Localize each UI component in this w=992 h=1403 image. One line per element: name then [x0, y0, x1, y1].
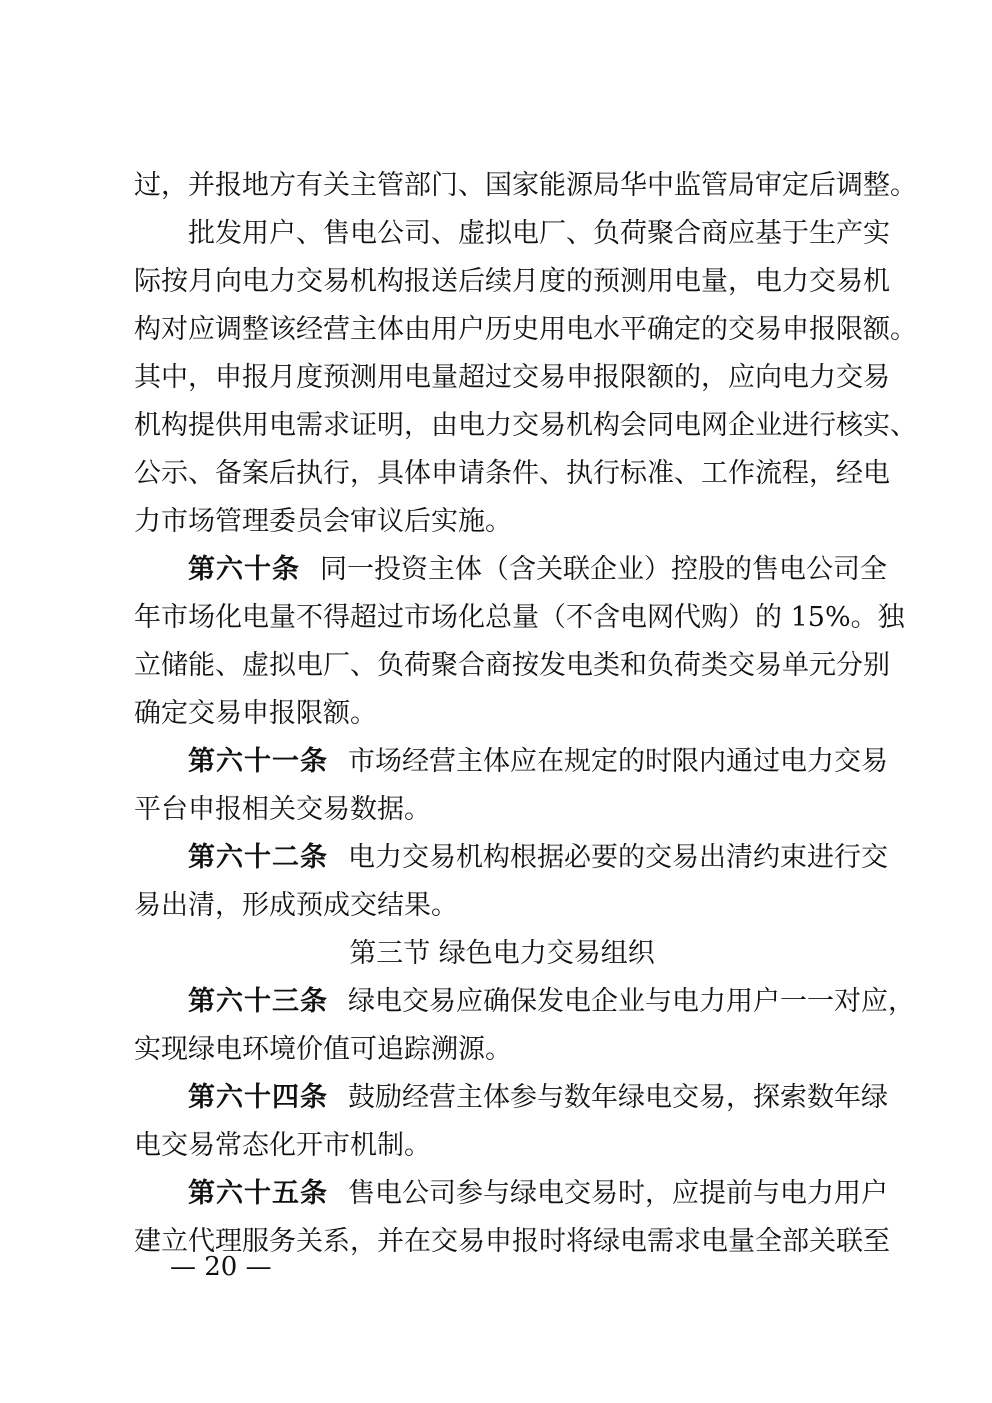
body-text-line: 建立代理服务关系，并在交易申报时将绿电需求电量全部关联至	[134, 1226, 890, 1257]
page-number: — 20 —	[170, 1252, 272, 1282]
body-text-line: 平台申报相关交易数据。	[134, 794, 431, 825]
article-65-first-line	[134, 1170, 888, 1218]
body-text: 市场经营主体应在规定的时限内通过电力交易	[348, 746, 888, 777]
body-text: 同一投资主体（含关联企业）控股的售电公司全	[320, 554, 887, 585]
body-text-line: 易出清，形成预成交结果。	[134, 890, 458, 921]
body-text-line: 电交易常态化开市机制。	[134, 1130, 431, 1161]
body-text-line: 年市场化电量不得超过市场化总量（不含电网代购）的 15%。独	[134, 602, 905, 633]
body-text-line: 际按月向电力交易机构报送后续月度的预测用电量，电力交易机	[134, 266, 890, 297]
body-text-line: 力市场管理委员会审议后实施。	[134, 506, 512, 537]
article-64-first-line	[134, 1074, 888, 1122]
body-text: 鼓励经营主体参与数年绿电交易，探索数年绿	[348, 1082, 888, 1113]
body-text-line: 立储能、虚拟电厂、负荷聚合商按发电类和负荷类交易单元分别	[134, 650, 890, 681]
body-text-line: 过，并报地方有关主管部门、国家能源局华中监管局审定后调整。	[134, 170, 917, 201]
section-title: 第三节 绿色电力交易组织	[349, 938, 655, 969]
document-body	[134, 162, 917, 1266]
article-61-first-line	[134, 738, 888, 786]
article-heading: 第六十三条	[188, 986, 328, 1017]
article-heading: 第六十一条	[188, 746, 328, 777]
body-text-line: 构对应调整该经营主体由用户历史用电水平确定的交易申报限额。	[134, 314, 917, 345]
article-63-first-line	[134, 978, 915, 1026]
body-text-line: 机构提供用电需求证明，由电力交易机构会同电网企业进行核实、	[134, 410, 917, 441]
article-heading: 第六十五条	[188, 1178, 328, 1209]
article-60-first-line	[134, 546, 887, 594]
body-text-line: 批发用户、售电公司、虚拟电厂、负荷聚合商应基于生产实	[188, 218, 890, 249]
body-text-line: 公示、备案后执行，具体申请条件、执行标准、工作流程，经电	[134, 458, 890, 489]
body-text: 售电公司参与绿电交易时，应提前与电力用户	[348, 1178, 888, 1209]
article-heading: 第六十条	[188, 554, 300, 585]
body-text: 电力交易机构根据必要的交易出清约束进行交	[348, 842, 888, 873]
article-heading: 第六十二条	[188, 842, 328, 873]
article-heading: 第六十四条	[188, 1082, 328, 1113]
body-text-line: 实现绿电环境价值可追踪溯源。	[134, 1034, 512, 1065]
body-text-line: 确定交易申报限额。	[134, 698, 377, 729]
body-text: 绿电交易应确保发电企业与电力用户一一对应，	[348, 986, 915, 1017]
article-62-first-line	[134, 834, 888, 882]
body-text-line: 其中，申报月度预测用电量超过交易申报限额的，应向电力交易	[134, 362, 890, 393]
